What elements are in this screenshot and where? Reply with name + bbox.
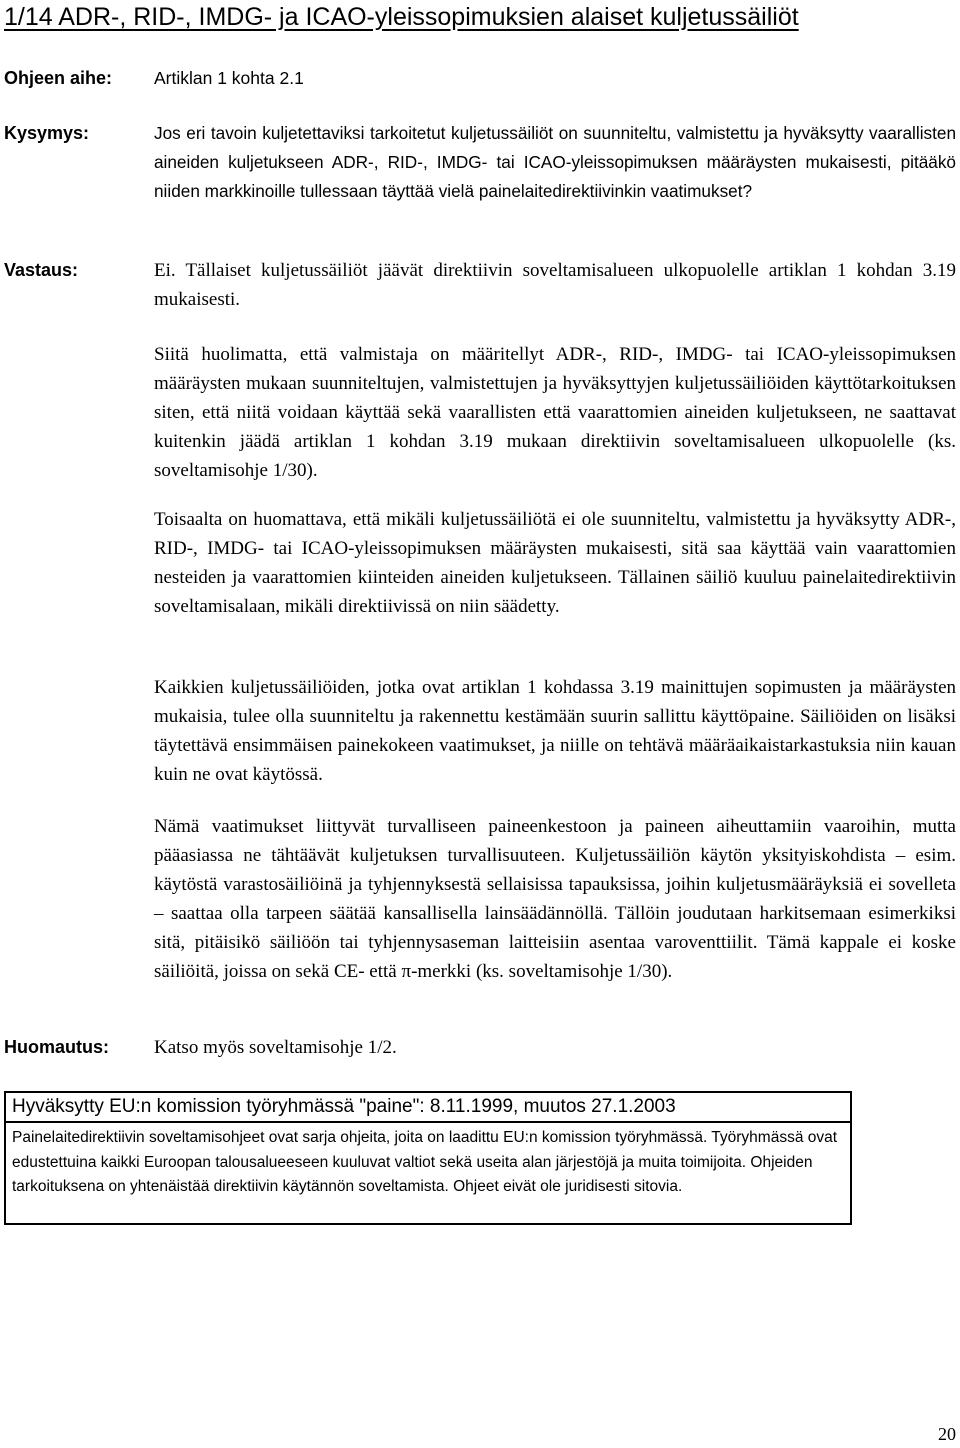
document-title: 1/14 ADR-, RID-, IMDG- ja ICAO-yleissopimuksien alaiset kuljetussäiliöt <box>4 3 799 31</box>
question-row <box>4 119 956 237</box>
note-text: Katso myös soveltamisohje 1/2. <box>154 1037 397 1058</box>
answer-paragraph-2: Toisaalta on huomattava, että mikäli kuljetussäiliötä ei ole suunniteltu, valmistettu ja hyväksytty ADR-, RID-, IMDG- tai ICAO-yleissopimuksen määräysten mukaisesti, sitä saa käyttää vain vaarattomien nesteiden ja vaarattomien kiinteiden aineiden kuljetukseen. Tällainen säiliö kuuluu painelaitedirektiivin soveltamisalaan, mikäli direktiivissä on niin säädetty. <box>154 509 956 617</box>
subject-value: Artiklan 1 kohta 2.1 <box>154 68 304 88</box>
note-label: Huomautus: <box>4 1037 109 1057</box>
answer-text: Ei. Tällaiset kuljetussäiliöt jäävät direktiivin soveltamisalueen ulkopuolelle artiklan 1 kohdan 3.19 mukaisesti. <box>154 260 956 310</box>
answer-label: Vastaus: <box>4 260 79 280</box>
question-text: Jos eri tavoin kuljetettaviksi tarkoitetut kuljetussäiliöt on suunniteltu, valmistettu ja hyväksytty vaarallisten aineiden kuljetukseen ADR-, RID-, IMDG- tai ICAO-yleissopimuksen määräysten mukaisesti, pitääkö niiden markkinoille tullessaan täyttää vielä painelaitedirektiivinkin vaatimukset? <box>154 123 956 201</box>
answer-row <box>4 256 956 316</box>
approval-box-body: Painelaitedirektiivin soveltamisohjeet ovat sarja ohjeita, joita on laadittu EU:n komission työryhmässä. Työryhmässä ovat edustettuina kaikki Euroopan talousalueeseen kuuluvat valtiot sekä useita alan järjestöjä ja muita toimijoita. Ohjeiden tarkoituksena on yhtenäistää direktiivin käytännön soveltamista. Ohjeet eivät ole juridisesti sitovia. <box>4 1121 852 1225</box>
question-label: Kysymys: <box>4 123 90 143</box>
answer-paragraph-4: Nämä vaatimukset liittyvät turvalliseen paineenkestoon ja paineen aiheuttamiin vaaroihin, mutta pääasiassa ne tähtäävät kuljetuksen turvallisuuteen. Kuljetussäiliön käytön yksityiskohdista – esim. käytöstä varastosäiliöinä ja tyhjennyksestä sellaisissa tapauksissa, joihin kuljetusmääräyksiä ei sovelleta – saattaa olla tarpeen säätää kansallisella lainsäädännöllä. Tällöin joudutaan harkitsemaan esimerkiksi sitä, pitäisikö säiliöön tai tyhjennysaseman laitteisiin asentaa varoventtiilit. Tämä kappale ei koske säiliöitä, joissa on sekä CE- että π-merkki (ks. soveltamisohje 1/30). <box>154 816 956 982</box>
approval-box-title: Hyväksytty EU:n komission työryhmässä "paine": 8.11.1999, muutos 27.1.2003 <box>4 1091 852 1123</box>
page-number: 20 <box>938 1424 956 1444</box>
answer-paragraph-3: Kaikkien kuljetussäiliöiden, jotka ovat artiklan 1 kohdassa 3.19 mainittujen sopimusten ja määräysten mukaisia, tulee olla suunniteltu ja rakennettu kestämään suurin sallittu käyttöpaine. Säiliöiden on lisäksi täytettävä ensimmäisen painekokeen vaatimukset, ja niille on tehtävä määräaikaistarkastuksia niin kauan kuin ne ovat käytössä. <box>154 677 956 785</box>
subject-label: Ohjeen aihe: <box>4 68 113 88</box>
subject-row <box>4 64 956 94</box>
answer-paragraph-1: Siitä huolimatta, että valmistaja on määritellyt ADR-, RID-, IMDG- tai ICAO-yleissopimuksen määräysten mukaan suunniteltujen, valmistettujen ja hyväksyttyjen kuljetussäiliöiden käyttötarkoituksen siten, että niitä voidaan käyttää sekä vaarallisten että vaarattomien aineiden kuljetukseen, ne saattavat kuitenkin jäädä artiklan 1 kohdan 3.19 mukaan direktiivin soveltamisalueen ulkopuolelle (ks. soveltamisohje 1/30). <box>154 344 956 481</box>
note-row <box>4 1033 956 1063</box>
